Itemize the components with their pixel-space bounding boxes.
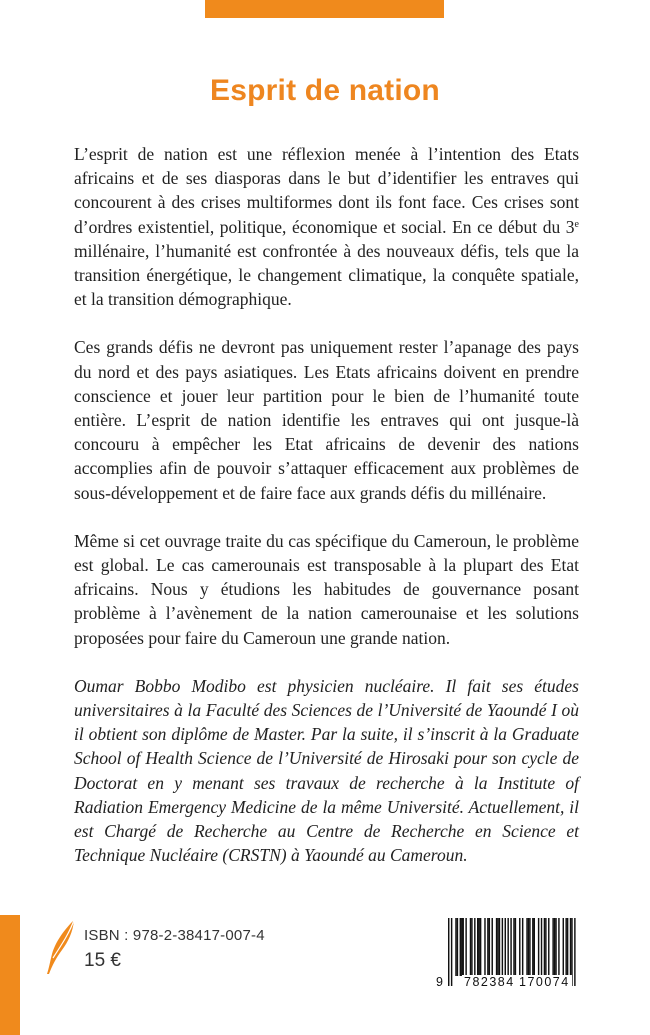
isbn-price-block	[84, 927, 265, 972]
barcode-bar	[515, 918, 516, 976]
barcode-bar	[528, 918, 529, 976]
isbn-number: ISBN : 978-2-38417-007-4	[84, 927, 265, 944]
ordinal-superscript: e	[574, 218, 579, 230]
barcode-bar	[544, 918, 545, 976]
barcode-bar	[548, 918, 549, 976]
barcode-bar	[570, 918, 571, 976]
barcode-bar	[497, 918, 498, 976]
barcode-bar	[502, 918, 503, 976]
summary-paragraph-1-text-end: millénaire, l’humanité est confrontée à des nouveaux défis, tels que la transition énergétique, le changement climatique, la conquête spatiale, et la transition démographique.	[74, 240, 579, 310]
barcode-bar	[565, 918, 566, 976]
barcode-bar	[555, 918, 556, 976]
barcode-bar	[526, 918, 527, 976]
barcode-bar	[455, 918, 456, 976]
barcode-bar	[513, 918, 514, 976]
barcode-bar	[461, 918, 462, 976]
barcode-bar	[541, 918, 542, 976]
summary-paragraph-3: Même si cet ouvrage traite du cas spécifique du Cameroun, le problème est global. Le cas camerounais est transposable à la plupart des Etat africains. Nous y étudions les habitudes de gouvernance posant problème à l’avènement de la nation camerounaise et les solutions proposées pour faire du Cameroun une grande nation.	[74, 530, 579, 648]
barcode-bar	[545, 918, 546, 976]
feather-logo-icon	[44, 918, 78, 976]
barcode-bar	[457, 918, 458, 976]
barcode-first-digit: 9	[436, 975, 443, 989]
barcode-bar	[552, 918, 553, 976]
barcode-bar	[474, 918, 475, 976]
summary-paragraph-1	[74, 142, 579, 311]
barcode-bar	[519, 918, 520, 976]
barcode-bar	[574, 918, 575, 986]
price: 15 €	[84, 950, 121, 971]
barcode-bar	[505, 918, 506, 976]
barcode-bar	[563, 918, 564, 976]
barcode-bar	[484, 918, 485, 976]
barcode-bar	[477, 918, 478, 976]
barcode-bar	[470, 918, 471, 976]
barcode-left-group: 782384	[464, 975, 515, 989]
barcode-bar	[451, 918, 452, 986]
barcode-bar	[499, 918, 500, 976]
barcode-bar	[465, 918, 466, 976]
summary-paragraph-1-text: L’esprit de nation est une réflexion menée à l’intention des Etats africains et de ses diasporas dans le but d’identifier les entraves qui concourent à des crises multiformes dont ils font face. Ces crises sont d’ordres existentiel, politique, économique et social. En ce début du 3	[74, 144, 579, 237]
barcode-bar	[538, 918, 539, 976]
book-title: Esprit de nation	[210, 74, 440, 107]
barcode-bar	[534, 918, 535, 976]
barcode-bar	[558, 918, 559, 976]
barcode-bar	[480, 918, 481, 976]
barcode-bar	[496, 918, 497, 976]
barcode-bar	[567, 918, 568, 976]
summary-paragraph-2: Ces grands défis ne devront pas uniquement rester l’apanage des pays du nord et des pays asiatiques. Les Etats africains doivent en prendre conscience et jouer leur partition pour le bien de l’humanité toute entière. L’esprit de nation identifie les entraves qui ont jusque-là concouru à empêcher les Etat africains de devenir des nations accomplies afin de pouvoir s’attaquer efficacement aux problèmes de sous-développement et de faire face aux grands défis du millénaire.	[74, 337, 579, 503]
top-accent-bar	[205, 0, 444, 18]
barcode-bar	[471, 918, 472, 976]
barcode-bar	[489, 918, 490, 976]
barcode-bar	[448, 918, 449, 986]
back-cover-text	[74, 142, 579, 891]
barcode-bar	[532, 918, 533, 976]
barcode-bar	[463, 918, 464, 976]
barcode-right-group: 170074	[519, 975, 570, 989]
barcode-bar	[492, 918, 493, 976]
barcode-bar	[487, 918, 488, 976]
barcode-bar	[460, 918, 461, 976]
barcode-bar	[478, 918, 479, 976]
barcode-bar	[529, 918, 530, 976]
author-bio: Oumar Bobbo Modibo est physicien nucléaire. Il fait ses études universitaires à la Faculté des Sciences de l’Université de Yaoundé I où il obtient son diplôme de Master. Par la suite, il s’inscrit à la Graduate School of Health Science de l’Université de Hirosaki pour son cycle de Doctorat en y menant ses travaux de recherche à la Institute of Radiation Emergency Medicine de la même Université. Actuellement, il est Chargé de Recherche au Centre de Recherche en Science et Technique Nucléaire (CRSTN) à Yaoundé au Cameroun.	[74, 675, 579, 866]
barcode-bar	[554, 918, 555, 976]
barcode-bar	[522, 918, 523, 976]
bottom-left-accent-bar	[0, 915, 20, 1035]
